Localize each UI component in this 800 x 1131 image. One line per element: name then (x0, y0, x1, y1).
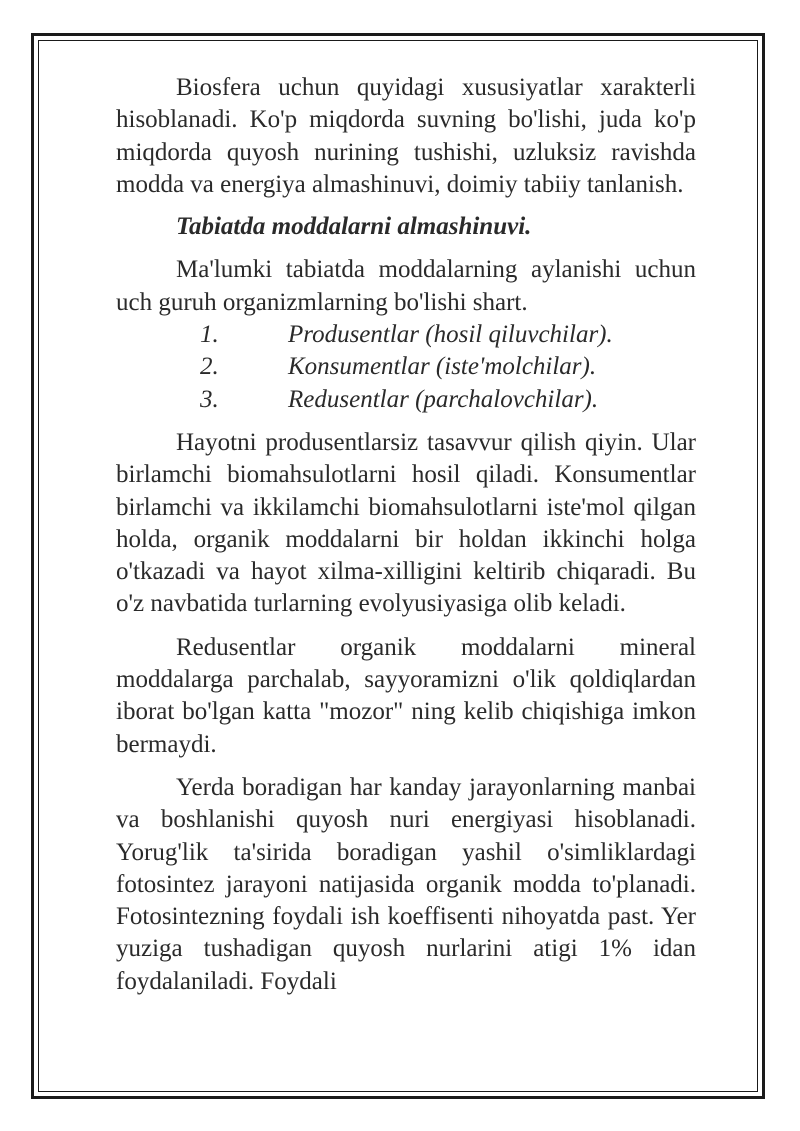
list-item (116, 319, 696, 351)
list-text: Produsentlar (hosil qiluvchilar). (288, 321, 613, 349)
list-number: 3. (200, 385, 219, 413)
paragraph-intro: Ma'lumki tabiatda moddalarning aylanishi uchun uch guruh organizmlarning bo'lishi shart. (116, 256, 696, 316)
page-content (116, 72, 696, 998)
paragraph-reducers: Redusentlar organik moddalarni mineral moddalarga parchalab, sayyoramizni o'lik qoldiqlardan iborat bo'lgan katta "mozor" ning kelib chiqishiga imkon bermaydi. (116, 633, 696, 758)
paragraph-photosynthesis: Yerda boradigan har kanday jarayonlarning manbai va boshlanishi quyosh nuri energiyasi hisoblanadi. Yorug'lik ta'sirida boradigan yashil o'simliklardagi fotosintez jarayoni natijasida organik modda to'planadi. Fotosintezning foydali ish koeffisenti nihoyatda past. Yer yuziga tushadigan quyosh nurlarini atigi 1% idan foydalaniladi. Foydali (116, 773, 696, 995)
list-item (116, 384, 696, 416)
paragraph-producers: Hayotni produsentlarsiz tasavvur qilish qiyin. Ular birlamchi biomahsulotlarni hosil qiladi. Konsumentlar birlamchi va ikkilamchi biomahsulotlarni iste'mol qilgan holda, organik moddalarni bir holdan ikkinchi holga o'tkazadi va hayot xilma-xilligini keltirib chiqaradi. Bu o'z navbatida turlarning evolyusiyasiga olib keladi. (116, 428, 696, 618)
paragraph-biosphere: Biosfera uchun quyidagi xususiyatlar xarakterli hisoblanadi. Ko'p miqdorda suvning bo'lishi, juda ko'p miqdorda quyosh nurining tushishi, uzluksiz ravishda modda va energiya almashinuvi, doimiy tabiiy tanlanish. (116, 74, 696, 198)
list-number: 1. (200, 321, 219, 349)
list-number: 2. (200, 353, 219, 381)
list-text: Redusentlar (parchalovchilar). (288, 385, 599, 413)
list-text: Konsumentlar (iste'molchilar). (288, 353, 597, 381)
list-item (116, 351, 696, 383)
section-heading: Tabiatda moddalarni almashinuvi. (176, 213, 532, 241)
organism-groups-list (116, 319, 696, 416)
